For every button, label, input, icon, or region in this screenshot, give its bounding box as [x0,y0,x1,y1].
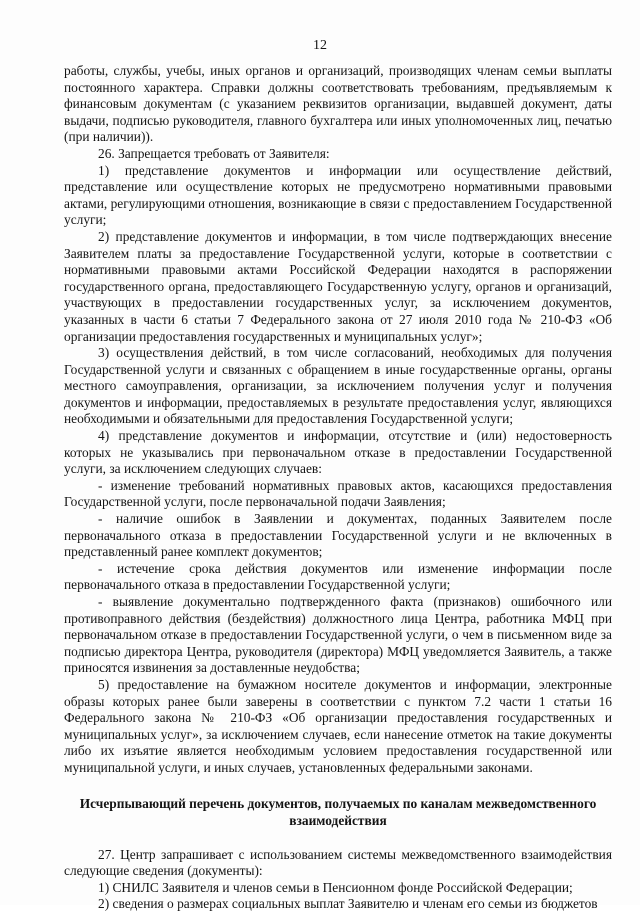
list-item-dash: - наличие ошибок в Заявлении и документах, поданных Заявителем после первоначального отказа в предоставлении Государственной услуги и не включенных в представленный ранее комплект документов; [64,511,612,560]
page-number: 12 [313,38,327,53]
list-item-dash: - выявление документально подтвержденного факта (признаков) ошибочного или противоправного действия (бездействия) должностного лица Центра, работника МФЦ при первоначальном отказе в предоставлении Государственной услуги, о чем в письменном виде за подписью директора Центра, руководителя (директора) МФЦ уведомляется Заявитель, а также приносятся извинения за доставленные неудобства; [64,594,612,676]
paragraph: работы, службы, учебы, иных органов и организаций, производящих членам семьи выплаты постоянного характера. Справки должны соответствовать требованиям, предъявляемым к финансовым документам (с указанием реквизитов организации, выдавшей документ, даты выдачи, подписью руководителя, главного бухгалтера или иных уполномоченных лиц, печатью (при наличии)). [64,63,612,145]
list-item-dash: - изменение требований нормативных правовых актов, касающихся предоставления Государственной услуги, после первоначальной подачи Заявления; [64,477,612,510]
list-item-dash: - истечение срока действия документов или изменение информации после первоначального отказа в предоставлении Государственной услуги; [64,560,612,593]
paragraph-item-4: 4) представление документов и информации, отсутствие и (или) недостоверность которых не указывались при первоначальном отказе в предоставлении Государственной услуги, за исключением следующих случаев: [64,428,612,477]
paragraph-item-2: 2) сведения о размерах социальных выплат Заявителю и членам его семьи из бюджетов [98,896,598,912]
paragraph-26: 26. Запрещается требовать от Заявителя: [98,145,330,161]
paragraph-item-2: 2) представление документов и информации, в том числе подтверждающих внесение Заявителем платы за предоставление Государственной услуги, которые в соответствии с нормативными правовыми актами Российской Федерации находятся в распоряжении государственного органа, предоставляющего Государственную услугу, органов и организаций, участвующих в предоставлении государственных услуг, за исключением документов, указанных в части 6 статьи 7 Федерального закона от 27 июля 2010 года № 210-ФЗ «Об организации предоставления государственных и муниципальных услуг»; [64,228,612,344]
document-body [64,63,612,913]
paragraph-item-1: 1) СНИЛС Заявителя и членов семьи в Пенсионном фонде Российской Федерации; [98,879,573,895]
paragraph-27: 27. Центр запрашивает с использованием системы межведомственного взаимодействия следующие сведения (документы): [64,846,612,879]
paragraph-item-5: 5) предоставление на бумажном носителе документов и информации, электронные образы которых ранее были заверены в соответствии с пунктом 7.2 части 1 статьи 16 Федерального закона № 210-ФЗ «Об организации предоставления государственных и муниципальных услуг», за исключением случаев, если нанесение отметок на такие документы либо их изъятие является необходимым условием предоставления государственной или муниципальной услуги, и иных случаев, установленных федеральными законами. [64,676,612,775]
section-heading: Исчерпывающий перечень документов, получаемых по каналам межведомственного взаимодействия [79,795,597,828]
paragraph-item-1: 1) представление документов и информации или осуществление действий, представление или осуществление которых не предусмотрено нормативными правовыми актами, регулирующими отношения, возникающие в связи с предоставлением Государственной услуги; [64,162,612,228]
paragraph-item-3: 3) осуществления действий, в том числе согласований, необходимых для получения Государственной услуги и связанных с обращением в иные государственные органы, органы местного самоуправления, организации, за исключением получения услуг и получения документов и информации, предоставляемых в результате предоставления услуг, являющихся необходимыми и обязательными для предоставления Государственной услуги; [64,345,612,427]
